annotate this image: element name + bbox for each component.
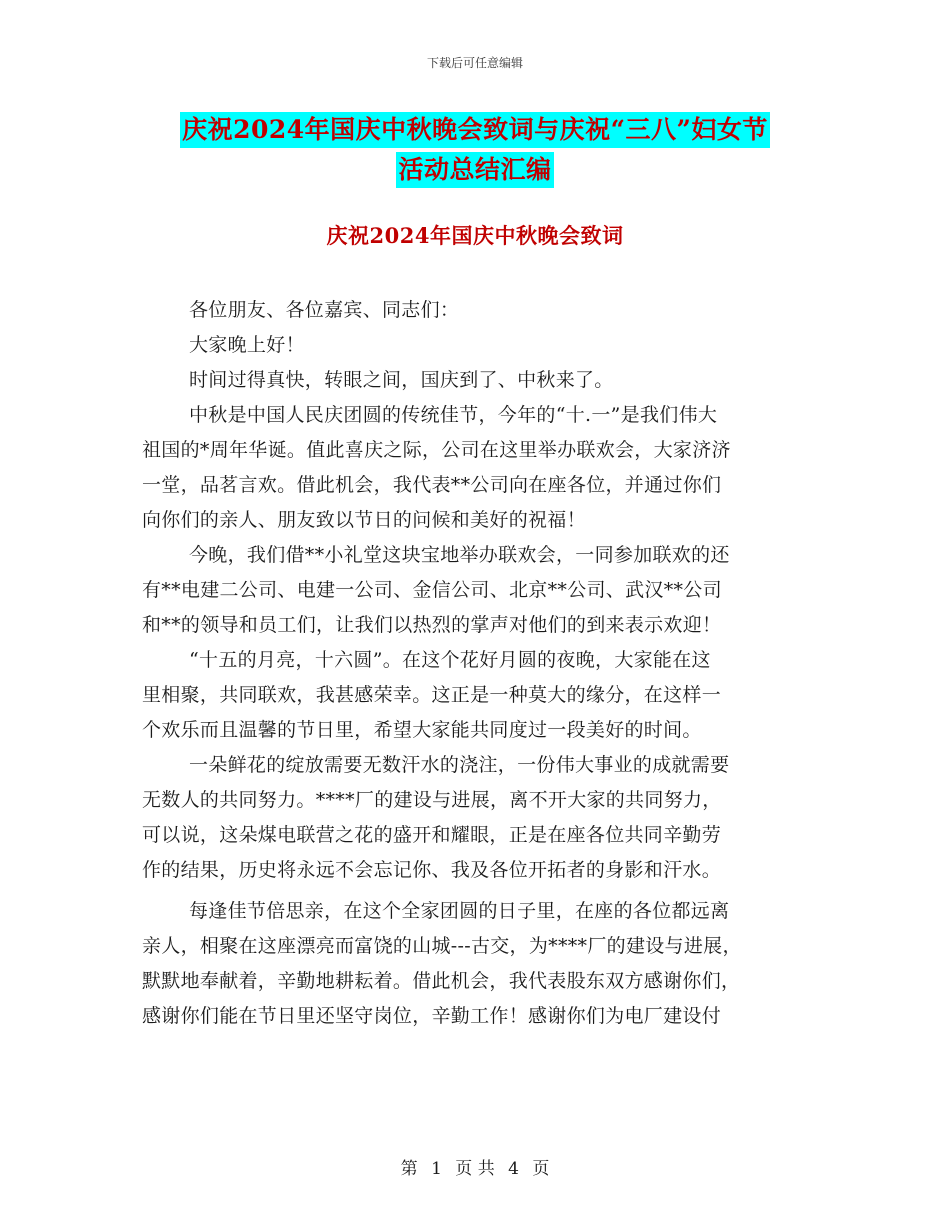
- text-line: 感谢你们能在节日里还坚守岗位，辛勤工作！感谢你们为电厂建设付: [142, 1005, 722, 1027]
- text-line: 每逢佳节倍思亲，在这个全家团圆的日子里，在座的各位都远离: [189, 900, 730, 922]
- text-line: 今晚，我们借**小礼堂这块宝地举办联欢会，一同参加联欢的还: [189, 544, 730, 566]
- page-footer: [0, 1154, 950, 1179]
- text-line: 和**的领导和员工们，让我们以热烈的掌声对他们的到来表示欢迎！: [142, 614, 722, 636]
- section-heading: 庆祝2024年国庆中秋晚会致词: [326, 223, 624, 248]
- text-line: 可以说，这朵煤电联营之花的盛开和耀眼，正是在座各位共同辛勤劳: [142, 824, 722, 846]
- body-text: [142, 293, 810, 1034]
- text-line: 个欢乐而且温馨的节日里，希望大家能共同度过一段美好的时间。: [142, 719, 702, 741]
- text-line: 大家晚上好！: [189, 334, 305, 356]
- footer-prefix: 第: [400, 1159, 418, 1179]
- text-line: 里相聚，共同联欢，我甚感荣幸。这正是一种莫大的缘分，在这样一: [142, 684, 722, 706]
- text-line: 祖国的*周年华诞。值此喜庆之际，公司在这里举办联欢会，大家济济: [142, 439, 731, 461]
- current-page-number: 1: [431, 1159, 442, 1179]
- text-line: 默默地奉献着，辛勤地耕耘着。借此机会，我代表股东双方感谢你们，: [142, 970, 741, 992]
- title-line-2: 活动总结汇编: [396, 152, 553, 188]
- text-line: 亲人，相聚在这座漂亮而富饶的山城---古交，为****厂的建设与进展，: [142, 935, 742, 957]
- text-line: 无数人的共同努力。****厂的建设与进展，离不开大家的共同努力，: [142, 789, 722, 811]
- text-line: 有**电建二公司、电建一公司、金信公司、北京**公司、武汉**公司: [142, 579, 722, 601]
- text-line: 向你们的亲人、朋友致以节日的问候和美好的祝福！: [142, 509, 586, 531]
- footer-suffix: 页: [532, 1159, 550, 1179]
- text-line: 作的结果，历史将永远不会忘记你、我及各位开拓者的身影和汗水。: [142, 859, 722, 881]
- total-page-number: 4: [508, 1159, 519, 1179]
- document-title: [0, 112, 950, 192]
- footer-middle: 页 共: [455, 1159, 495, 1179]
- text-line: 时间过得真快，转眼之间，国庆到了、中秋来了。: [189, 369, 614, 391]
- text-line: 各位朋友、各位嘉宾、同志们：: [189, 299, 460, 321]
- text-line: 一朵鲜花的绽放需要无数汗水的浇注，一份伟大事业的成就需要: [189, 754, 730, 776]
- text-line: “十五的月亮，十六圆”。在这个花好月圆的夜晚，大家能在这: [189, 649, 711, 671]
- text-line: 中秋是中国人民庆团圆的传统佳节，今年的“十.一”是我们伟大: [189, 404, 718, 426]
- header-note: 下载后可任意编辑: [426, 56, 523, 70]
- text-line: 一堂，品茗言欢。借此机会，我代表**公司向在座各位，并通过你们: [142, 474, 722, 496]
- title-line-1: 庆祝2024年国庆中秋晚会致词与庆祝“三八”妇女节: [180, 112, 770, 148]
